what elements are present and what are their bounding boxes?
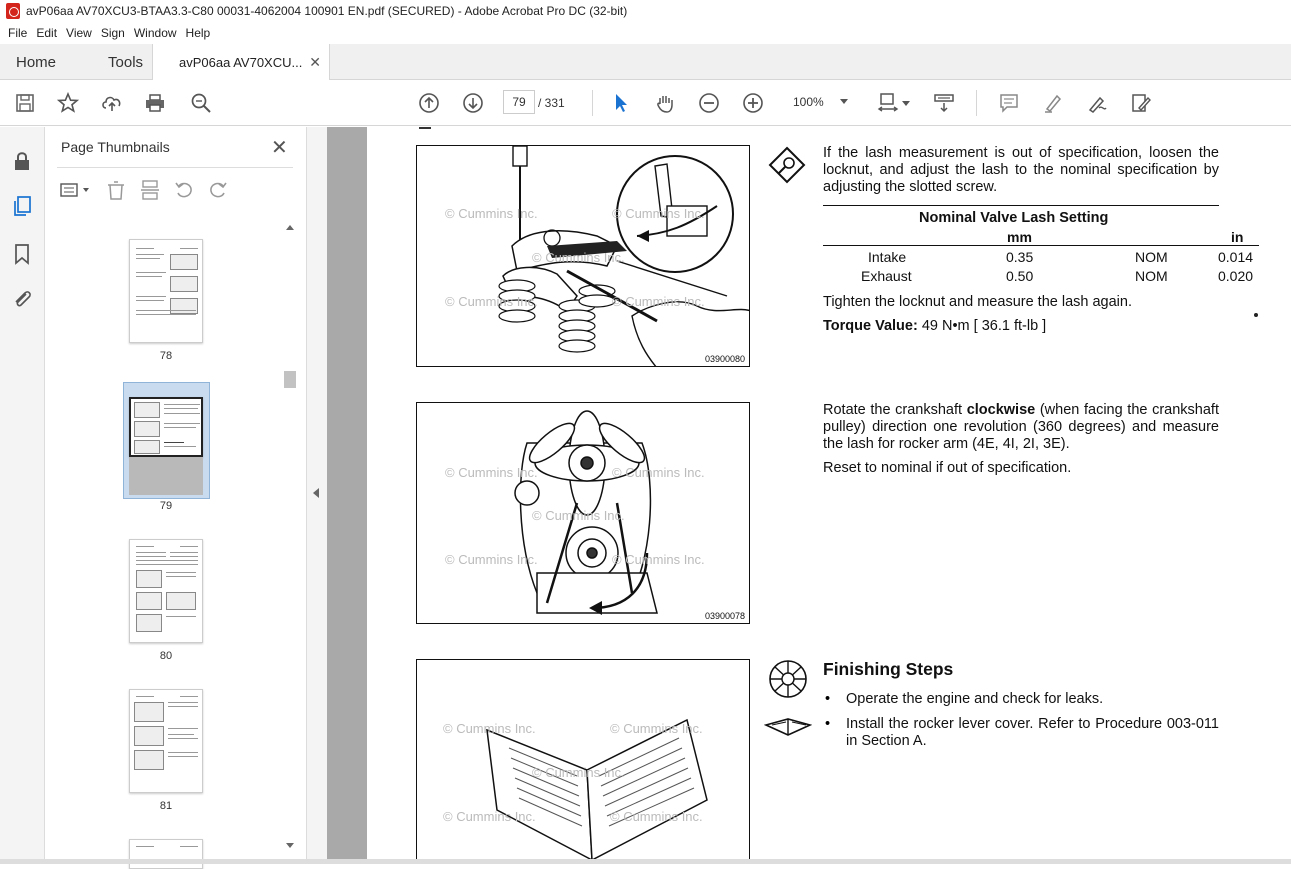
menu-file[interactable]: File [8, 26, 28, 40]
scroll-up-icon[interactable] [286, 225, 294, 230]
watermark-text: © Cummins Inc. [610, 809, 703, 824]
table-unit-mm: mm [1007, 229, 1032, 245]
zoom-out-icon[interactable] [697, 91, 721, 115]
bookmark-star-icon[interactable] [56, 91, 80, 115]
edit-pdf-icon[interactable] [1129, 91, 1153, 115]
thumbnail-label: 80 [159, 650, 173, 662]
rotate-text-bold: clockwise [966, 402, 1036, 418]
lock-icon[interactable] [11, 150, 33, 172]
row-exhaust-name: Exhaust [861, 268, 912, 284]
collapse-arrow-icon [313, 488, 319, 498]
scroll-down-icon[interactable] [286, 843, 294, 848]
torque-label: Torque Value: [823, 318, 918, 334]
bullet-dot: • [825, 716, 831, 732]
table-title: Nominal Valve Lash Setting [919, 210, 1109, 226]
thumbnail-label: 79 [159, 500, 173, 512]
toolbar-separator [976, 90, 977, 116]
tighten-instruction: Tighten the locknut and measure the lash again. [823, 294, 1132, 310]
menu-bar [0, 22, 1291, 44]
print-icon[interactable] [143, 91, 167, 115]
rotate-text-a: Rotate the crankshaft [823, 402, 967, 418]
thumbnail-page[interactable] [129, 539, 203, 643]
row-intake-name: Intake [868, 249, 907, 265]
table-header-rule [823, 245, 1259, 246]
prev-page-icon[interactable] [417, 91, 441, 115]
window-bottom-edge [0, 859, 1291, 864]
page-total: / 331 [538, 96, 565, 110]
collapse-panel-handle[interactable] [307, 127, 327, 864]
highlight-icon[interactable] [1041, 91, 1065, 115]
insert-page-icon[interactable] [139, 179, 161, 201]
close-tab-icon[interactable]: ✕ [309, 54, 321, 70]
bullet-dot: • [825, 691, 831, 707]
thumbnail-page[interactable] [129, 839, 203, 869]
figure-manual [416, 659, 750, 864]
zoom-dropdown[interactable] [786, 90, 854, 114]
rotate-left-icon[interactable] [173, 179, 195, 201]
watermark-text: © Cummins Inc. [610, 721, 703, 736]
watermark-text: © Cummins Inc. [532, 508, 625, 523]
torque-line [823, 318, 1243, 335]
thumbnail-page[interactable] [129, 239, 203, 343]
rotate-right-icon[interactable] [207, 179, 229, 201]
draw-sign-icon[interactable] [1085, 91, 1109, 115]
fit-page-icon[interactable] [876, 91, 900, 115]
zoom-in-icon[interactable] [741, 91, 765, 115]
hand-tool-icon[interactable] [653, 91, 677, 115]
scrollbar-thumb[interactable] [284, 371, 296, 388]
manual-reference-icon [764, 715, 812, 737]
watermark-text: © Cummins Inc. [612, 465, 705, 480]
menu-window[interactable]: Window [133, 26, 177, 40]
scroll-mode-icon[interactable] [932, 91, 956, 115]
rotate-text-b: (when facing the crankshaft pulley) direction one revolution (360 degrees) and measure the lash for rocker arm (4E, 4I, 2I, 3E). [823, 402, 1219, 452]
row-exhaust-nom: NOM [1135, 268, 1168, 284]
menu-help[interactable]: Help [185, 26, 211, 40]
panel-title: Page Thumbnails [61, 139, 170, 155]
tab-tools[interactable]: Tools [108, 53, 144, 71]
document-background [327, 127, 369, 864]
watermark-text: © Cummins Inc. [532, 765, 625, 780]
page-thumbnails-panel [45, 127, 307, 864]
thumbnail-page-current[interactable] [129, 397, 203, 457]
row-exhaust-in: 0.020 [1218, 268, 1254, 284]
save-icon[interactable] [13, 91, 37, 115]
watermark-text: © Cummins Inc. [445, 206, 538, 221]
divider [57, 167, 293, 168]
select-cursor-icon[interactable] [609, 91, 633, 115]
tab-home[interactable]: Home [16, 53, 57, 71]
watermark-text: © Cummins Inc. [443, 809, 536, 824]
toolbar-separator [592, 90, 593, 116]
figure-engine-front [416, 402, 750, 624]
figure-code: 03900080 [704, 354, 745, 364]
row-intake-nom: NOM [1135, 249, 1168, 265]
table-unit-in: in [1231, 229, 1244, 245]
watermark-text: © Cummins Inc. [612, 294, 705, 309]
menu-view[interactable]: View [66, 26, 92, 40]
tab-bar [0, 44, 1291, 80]
acrobat-icon [6, 3, 20, 19]
page-number-input[interactable]: 79 [503, 90, 535, 114]
watermark-text: © Cummins Inc. [612, 206, 705, 221]
bookmark-icon[interactable] [11, 243, 33, 265]
bullet-operate: Operate the engine and check for leaks. [846, 691, 1104, 707]
row-intake-mm: 0.35 [1006, 249, 1034, 265]
figure-valve-adjustment [416, 145, 750, 367]
zoom-value: 100% [793, 95, 824, 109]
thumbnail-options-icon[interactable] [59, 179, 93, 201]
row-intake-in: 0.014 [1218, 249, 1254, 265]
row-exhaust-mm: 0.50 [1006, 268, 1034, 284]
close-panel-icon[interactable]: ✕ [271, 137, 288, 159]
main-toolbar [0, 80, 1291, 126]
finishing-steps-icon [767, 659, 809, 699]
left-navigation-rail [0, 127, 45, 864]
watermark-text: © Cummins Inc. [443, 721, 536, 736]
watermark-text: © Cummins Inc. [532, 250, 625, 265]
window-title: avP06aa AV70XCU3-BTAA3.3-C80 00031-4062004 100901 EN.pdf (SECURED) - Adobe Acrobat Pro DC (32-bit) [26, 4, 628, 18]
comment-icon[interactable] [997, 91, 1021, 115]
attachment-icon[interactable] [11, 288, 33, 310]
bullet-install: Install the rocker lever cover. Refer to Procedure 003-011 in Section A. [846, 716, 1219, 749]
instruction-paragraph: If the lash measurement is out of specification, loosen the locknut, and adjust the lash to the nominal specification by adjusting the slotted screw. [823, 145, 1219, 195]
menu-sign[interactable]: Sign [100, 26, 125, 40]
watermark-text: © Cummins Inc. [612, 552, 705, 567]
zoom-search-icon[interactable] [189, 91, 213, 115]
adjust-symbol-icon [768, 146, 806, 184]
finishing-steps-heading: Finishing Steps [823, 659, 954, 679]
rotate-paragraph [823, 402, 1219, 453]
page-speck [1254, 313, 1258, 317]
menu-edit[interactable]: Edit [36, 26, 58, 40]
page-thumbnails-icon[interactable] [11, 195, 33, 217]
title-bar [0, 0, 1291, 22]
reset-instruction: Reset to nominal if out of specification. [823, 460, 1072, 476]
chevron-down-icon[interactable] [902, 101, 910, 106]
thumbnail-page[interactable] [129, 689, 203, 793]
thumbnail-page-offscreen [129, 457, 203, 495]
chevron-down-icon [840, 99, 848, 104]
thumbnail-label: 81 [159, 800, 173, 812]
table-top-rule [823, 205, 1219, 206]
cloud-upload-icon[interactable] [100, 91, 124, 115]
watermark-text: © Cummins Inc. [445, 465, 538, 480]
tab-document-label: avP06aa AV70XCU... [179, 55, 303, 70]
watermark-text: © Cummins Inc. [445, 294, 538, 309]
thumbnail-toolbar [59, 177, 241, 203]
thumbnail-label: 78 [159, 350, 173, 362]
figure-code: 03900078 [704, 611, 745, 621]
delete-page-icon[interactable] [105, 179, 127, 201]
next-page-icon[interactable] [461, 91, 485, 115]
tab-document[interactable] [152, 44, 330, 81]
watermark-text: © Cummins Inc. [445, 552, 538, 567]
thumbnail-scrollbar[interactable] [283, 223, 297, 853]
page-mark [419, 127, 431, 129]
torque-value: 49 N•m [ 36.1 ft-lb ] [921, 318, 1047, 334]
